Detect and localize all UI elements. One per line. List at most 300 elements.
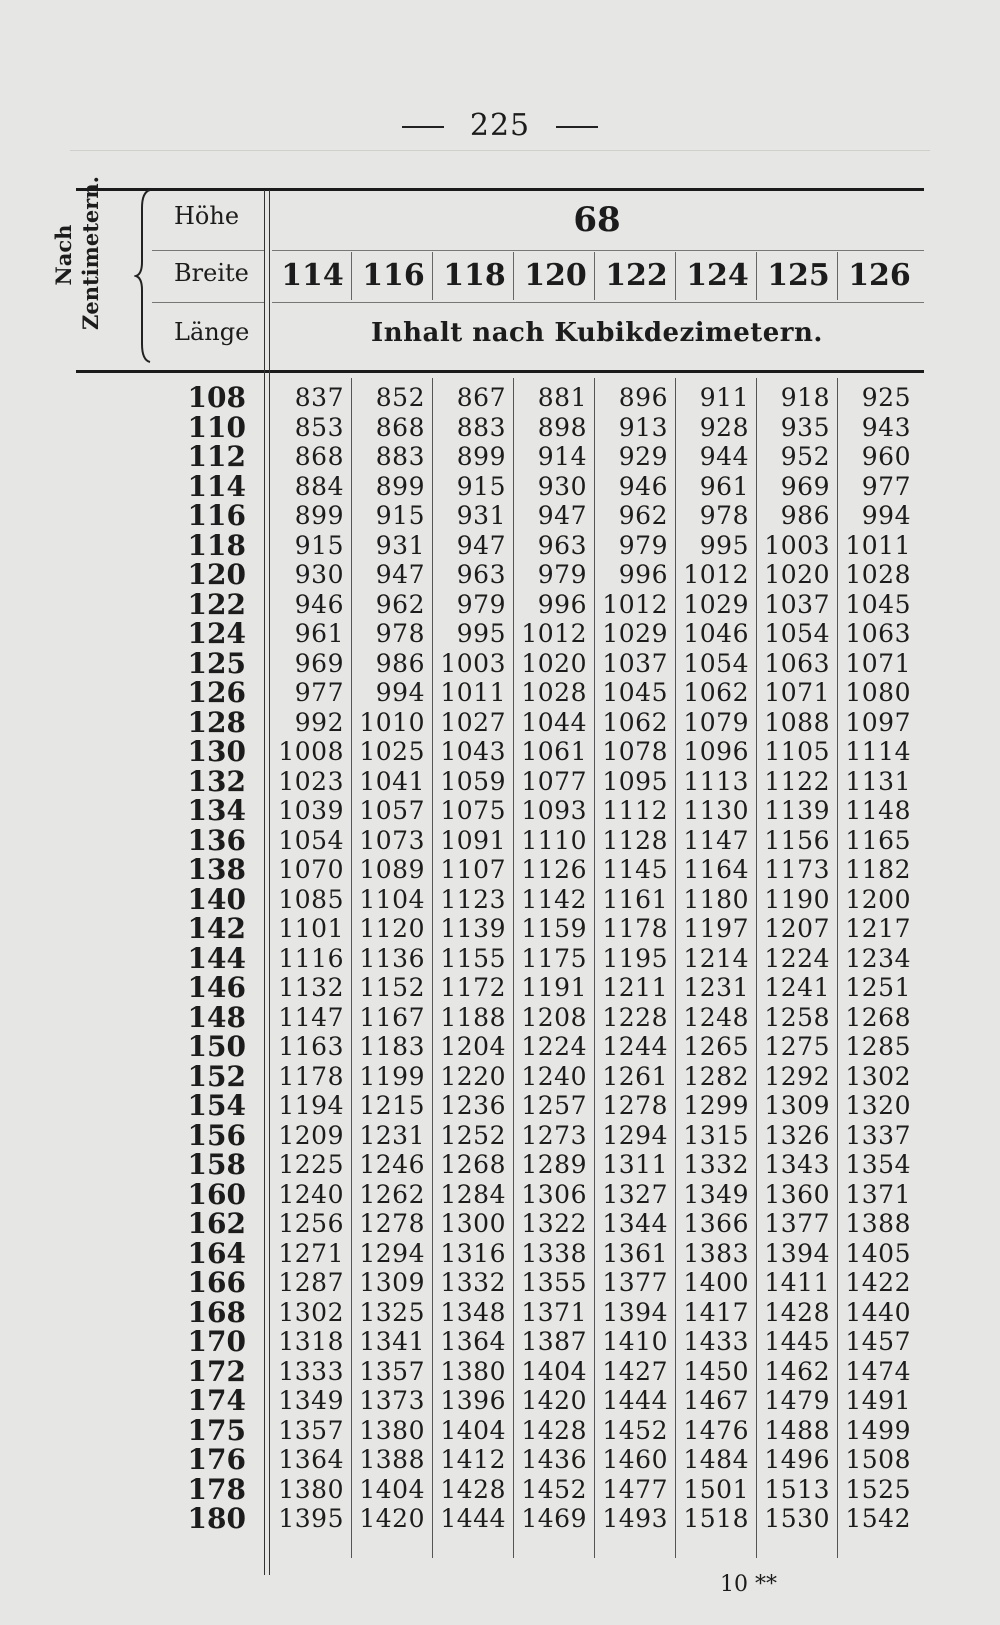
label-divider-2 bbox=[152, 302, 264, 303]
laenge-142: 142 bbox=[187, 912, 246, 945]
table-cell: 1208 bbox=[521, 1002, 587, 1032]
table-cell: 1131 bbox=[845, 766, 911, 796]
table-cell: 1142 bbox=[521, 884, 587, 914]
table-cell: 1080 bbox=[845, 678, 911, 707]
table-cell: 1164 bbox=[683, 855, 749, 884]
table-cell: 1394 bbox=[602, 1297, 668, 1327]
table-cell: 1457 bbox=[845, 1327, 911, 1356]
table-cell: 1400 bbox=[683, 1268, 749, 1297]
table-cell: 899 bbox=[375, 471, 425, 501]
table-cell: 995 bbox=[699, 530, 749, 560]
table-cell: 1525 bbox=[845, 1474, 911, 1504]
table-cell: 1012 bbox=[521, 619, 587, 648]
header-column-rule bbox=[675, 252, 676, 300]
table-cell: 1349 bbox=[683, 1179, 749, 1209]
table-cell: 947 bbox=[456, 530, 506, 560]
table-cell: 1161 bbox=[602, 884, 668, 914]
table-cell: 883 bbox=[375, 442, 425, 471]
table-cell: 1450 bbox=[683, 1356, 749, 1386]
table-cell: 1045 bbox=[845, 589, 911, 619]
table-cell: 1130 bbox=[683, 796, 749, 825]
table-cell: 1231 bbox=[359, 1120, 425, 1150]
table-cell: 960 bbox=[861, 442, 911, 471]
table-cell: 1241 bbox=[764, 973, 830, 1002]
table-cell: 1211 bbox=[602, 973, 668, 1002]
table-cell: 935 bbox=[780, 412, 830, 442]
laenge-162: 162 bbox=[187, 1207, 246, 1240]
table-cell: 1165 bbox=[845, 825, 911, 855]
laenge-108: 108 bbox=[187, 381, 246, 414]
table-cell: 1341 bbox=[359, 1327, 425, 1356]
table-cell: 1294 bbox=[602, 1120, 668, 1150]
table-cell: 1122 bbox=[764, 766, 830, 796]
table-cell: 979 bbox=[537, 560, 587, 589]
table-cell: 1380 bbox=[278, 1474, 344, 1504]
table-cell: 1268 bbox=[440, 1150, 506, 1179]
table-cell: 1248 bbox=[683, 1002, 749, 1032]
table-cell: 1200 bbox=[845, 884, 911, 914]
table-cell: 1089 bbox=[359, 855, 425, 884]
table-cell: 837 bbox=[294, 383, 344, 412]
laenge-126: 126 bbox=[187, 676, 246, 709]
table-cell: 1477 bbox=[602, 1474, 668, 1504]
laenge-156: 156 bbox=[187, 1118, 246, 1152]
table-cell: 914 bbox=[537, 442, 587, 471]
table-cell: 1337 bbox=[845, 1120, 911, 1150]
table-cell: 943 bbox=[861, 412, 911, 442]
table-cell: 1139 bbox=[440, 914, 506, 943]
table-cell: 1225 bbox=[278, 1150, 344, 1179]
table-cell: 1388 bbox=[359, 1445, 425, 1474]
table-top-rule bbox=[76, 188, 924, 191]
table-cell: 986 bbox=[780, 501, 830, 530]
table-cell: 1028 bbox=[845, 560, 911, 589]
table-cell: 1445 bbox=[764, 1327, 830, 1356]
value-divider-2 bbox=[272, 302, 924, 303]
header-column-rule bbox=[351, 252, 352, 300]
table-cell: 1444 bbox=[602, 1386, 668, 1415]
laenge-120: 120 bbox=[187, 558, 246, 591]
table-cell: 899 bbox=[294, 501, 344, 530]
table-cell: 978 bbox=[375, 619, 425, 648]
table-cell: 1428 bbox=[521, 1415, 587, 1445]
table-cell: 1217 bbox=[845, 914, 911, 943]
table-cell: 1467 bbox=[683, 1386, 749, 1415]
header-column-rule bbox=[513, 252, 514, 300]
table-cell: 1383 bbox=[683, 1238, 749, 1268]
header-column-rule bbox=[837, 252, 838, 300]
table-cell: 1011 bbox=[440, 678, 506, 707]
table-cell: 915 bbox=[375, 501, 425, 530]
table-cell: 1405 bbox=[845, 1238, 911, 1268]
table-cell: 1309 bbox=[764, 1091, 830, 1120]
table-cell: 1163 bbox=[278, 1032, 344, 1061]
laenge-118: 118 bbox=[187, 528, 246, 562]
laenge-176: 176 bbox=[187, 1443, 246, 1476]
table-cell: 1325 bbox=[359, 1297, 425, 1327]
table-cell: 1183 bbox=[359, 1032, 425, 1061]
table-cell: 1420 bbox=[359, 1504, 425, 1533]
laenge-144: 144 bbox=[187, 941, 246, 975]
table-cell: 1147 bbox=[683, 825, 749, 855]
table-cell: 852 bbox=[375, 383, 425, 412]
table-cell: 1214 bbox=[683, 943, 749, 973]
table-cell: 1285 bbox=[845, 1032, 911, 1061]
table-cell: 1282 bbox=[683, 1061, 749, 1091]
laenge-164: 164 bbox=[187, 1236, 246, 1270]
table-cell: 1224 bbox=[521, 1032, 587, 1061]
breite-120: 120 bbox=[524, 258, 587, 293]
laenge-130: 130 bbox=[187, 735, 246, 768]
breite-114: 114 bbox=[281, 258, 344, 293]
table-cell: 1428 bbox=[764, 1297, 830, 1327]
breite-125: 125 bbox=[767, 258, 830, 293]
header-dash-left bbox=[402, 126, 444, 128]
table-cell: 1095 bbox=[602, 766, 668, 796]
table-cell: 1207 bbox=[764, 914, 830, 943]
table-cell: 1204 bbox=[440, 1032, 506, 1061]
table-cell: 1452 bbox=[521, 1474, 587, 1504]
table-cell: 996 bbox=[618, 560, 668, 589]
table-cell: 1422 bbox=[845, 1268, 911, 1297]
table-cell: 946 bbox=[294, 589, 344, 619]
table-cell: 884 bbox=[294, 471, 344, 501]
laenge-122: 122 bbox=[187, 587, 246, 621]
table-cell: 1075 bbox=[440, 796, 506, 825]
table-cell: 1028 bbox=[521, 678, 587, 707]
table-cell: 1195 bbox=[602, 943, 668, 973]
table-cell: 1332 bbox=[683, 1150, 749, 1179]
table-cell: 1091 bbox=[440, 825, 506, 855]
table-cell: 1148 bbox=[845, 796, 911, 825]
laenge-178: 178 bbox=[187, 1472, 246, 1506]
table-cell: 1411 bbox=[764, 1268, 830, 1297]
table-cell: 1240 bbox=[278, 1179, 344, 1209]
laenge-136: 136 bbox=[187, 823, 246, 857]
laenge-158: 158 bbox=[187, 1148, 246, 1181]
table-cell: 1404 bbox=[440, 1415, 506, 1445]
table-cell: 1302 bbox=[845, 1061, 911, 1091]
table-cell: 1300 bbox=[440, 1209, 506, 1238]
table-cell: 1107 bbox=[440, 855, 506, 884]
table-cell: 1316 bbox=[440, 1238, 506, 1268]
table-cell: 1484 bbox=[683, 1445, 749, 1474]
table-cell: 1003 bbox=[764, 530, 830, 560]
table-cell: 1344 bbox=[602, 1209, 668, 1238]
table-cell: 1320 bbox=[845, 1091, 911, 1120]
table-cell: 1428 bbox=[440, 1474, 506, 1504]
table-cell: 1113 bbox=[683, 766, 749, 796]
table-cell: 1112 bbox=[602, 796, 668, 825]
table-cell: 928 bbox=[699, 412, 749, 442]
table-cell: 986 bbox=[375, 648, 425, 678]
table-cell: 1231 bbox=[683, 973, 749, 1002]
table-cell: 1046 bbox=[683, 619, 749, 648]
table-cell: 1178 bbox=[602, 914, 668, 943]
table-cell: 1044 bbox=[521, 707, 587, 737]
table-cell: 1357 bbox=[359, 1356, 425, 1386]
laenge-146: 146 bbox=[187, 971, 246, 1004]
table-cell: 962 bbox=[375, 589, 425, 619]
laenge-140: 140 bbox=[187, 882, 246, 916]
table-cell: 929 bbox=[618, 442, 668, 471]
table-cell: 1071 bbox=[845, 648, 911, 678]
header-column-rule bbox=[594, 252, 595, 300]
table-cell: 969 bbox=[780, 471, 830, 501]
table-cell: 1387 bbox=[521, 1327, 587, 1356]
table-cell: 881 bbox=[537, 383, 587, 412]
breite-122: 122 bbox=[605, 258, 668, 293]
table-cell: 947 bbox=[375, 560, 425, 589]
table-cell: 1452 bbox=[602, 1415, 668, 1445]
table-cell: 1268 bbox=[845, 1002, 911, 1032]
table-cell: 1501 bbox=[683, 1474, 749, 1504]
table-cell: 1354 bbox=[845, 1150, 911, 1179]
table-cell: 1302 bbox=[278, 1297, 344, 1327]
table-cell: 1096 bbox=[683, 737, 749, 766]
table-cell: 946 bbox=[618, 471, 668, 501]
table-cell: 995 bbox=[456, 619, 506, 648]
table-cell: 1462 bbox=[764, 1356, 830, 1386]
table-cell: 853 bbox=[294, 412, 344, 442]
header-dash-right bbox=[556, 126, 598, 128]
table-cell: 963 bbox=[456, 560, 506, 589]
table-cell: 1104 bbox=[359, 884, 425, 914]
table-cell: 1262 bbox=[359, 1179, 425, 1209]
table-cell: 1444 bbox=[440, 1504, 506, 1533]
table-cell: 1499 bbox=[845, 1415, 911, 1445]
table-cell: 1436 bbox=[521, 1445, 587, 1474]
table-cell: 1518 bbox=[683, 1504, 749, 1533]
table-cell: 913 bbox=[618, 412, 668, 442]
label-breite: Breite bbox=[174, 259, 249, 287]
page-number: 225 bbox=[469, 108, 531, 143]
table-cell: 1333 bbox=[278, 1356, 344, 1386]
table-cell: 1420 bbox=[521, 1386, 587, 1415]
table-cell: 1326 bbox=[764, 1120, 830, 1150]
table-cell: 1159 bbox=[521, 914, 587, 943]
table-cell: 963 bbox=[537, 530, 587, 560]
table-cell: 868 bbox=[294, 442, 344, 471]
table-cell: 1061 bbox=[521, 737, 587, 766]
table-cell: 1079 bbox=[683, 707, 749, 737]
table-cell: 1364 bbox=[440, 1327, 506, 1356]
table-cell: 1412 bbox=[440, 1445, 506, 1474]
table-cell: 1299 bbox=[683, 1091, 749, 1120]
table-cell: 1256 bbox=[278, 1209, 344, 1238]
table-cell: 1318 bbox=[278, 1327, 344, 1356]
table-cell: 944 bbox=[699, 442, 749, 471]
table-cell: 1361 bbox=[602, 1238, 668, 1268]
breite-116: 116 bbox=[362, 258, 425, 293]
table-cell: 1388 bbox=[845, 1209, 911, 1238]
table-cell: 1039 bbox=[278, 796, 344, 825]
table-cell: 1063 bbox=[764, 648, 830, 678]
laenge-125: 125 bbox=[187, 646, 246, 680]
table-cell: 1188 bbox=[440, 1002, 506, 1032]
table-cell: 1306 bbox=[521, 1179, 587, 1209]
table-cell: 1246 bbox=[359, 1150, 425, 1179]
table-cell: 1294 bbox=[359, 1238, 425, 1268]
table-cell: 1057 bbox=[359, 796, 425, 825]
table-cell: 1045 bbox=[602, 678, 668, 707]
table-cell: 883 bbox=[456, 412, 506, 442]
table-cell: 961 bbox=[699, 471, 749, 501]
bleed-through-rule bbox=[70, 150, 930, 151]
breite-124: 124 bbox=[686, 258, 749, 293]
table-cell: 1077 bbox=[521, 766, 587, 796]
table-cell: 992 bbox=[294, 707, 344, 737]
table-cell: 1278 bbox=[359, 1209, 425, 1238]
table-cell: 931 bbox=[456, 501, 506, 530]
table-cell: 1380 bbox=[359, 1415, 425, 1445]
table-cell: 1010 bbox=[359, 707, 425, 737]
table-cell: 1493 bbox=[602, 1504, 668, 1533]
laenge-150: 150 bbox=[187, 1030, 246, 1063]
table-cell: 1240 bbox=[521, 1061, 587, 1091]
unit-label: Nach Zentimetern. bbox=[51, 176, 103, 330]
table-cell: 1145 bbox=[602, 855, 668, 884]
table-cell: 1265 bbox=[683, 1032, 749, 1061]
table-cell: 1085 bbox=[278, 884, 344, 914]
table-cell: 1197 bbox=[683, 914, 749, 943]
laenge-134: 134 bbox=[187, 794, 246, 827]
table-cell: 1228 bbox=[602, 1002, 668, 1032]
table-cell: 947 bbox=[537, 501, 587, 530]
table-cell: 1355 bbox=[521, 1268, 587, 1297]
table-cell: 1011 bbox=[845, 530, 911, 560]
laenge-166: 166 bbox=[187, 1266, 246, 1299]
table-cell: 1371 bbox=[521, 1297, 587, 1327]
table-cell: 1476 bbox=[683, 1415, 749, 1445]
table-cell: 994 bbox=[861, 501, 911, 530]
table-cell: 1479 bbox=[764, 1386, 830, 1415]
table-cell: 1417 bbox=[683, 1297, 749, 1327]
laenge-124: 124 bbox=[187, 617, 246, 650]
table-cell: 1244 bbox=[602, 1032, 668, 1061]
table-cell: 1488 bbox=[764, 1415, 830, 1445]
table-cell: 962 bbox=[618, 501, 668, 530]
table-cell: 1343 bbox=[764, 1150, 830, 1179]
table-cell: 979 bbox=[618, 530, 668, 560]
table-cell: 1105 bbox=[764, 737, 830, 766]
table-cell: 1054 bbox=[278, 825, 344, 855]
table-cell: 1404 bbox=[359, 1474, 425, 1504]
brace-icon bbox=[134, 188, 152, 364]
table-cell: 1128 bbox=[602, 825, 668, 855]
table-cell: 1508 bbox=[845, 1445, 911, 1474]
table-cell: 1380 bbox=[440, 1356, 506, 1386]
table-cell: 1152 bbox=[359, 973, 425, 1002]
table-cell: 1236 bbox=[440, 1091, 506, 1120]
table-cell: 1173 bbox=[764, 855, 830, 884]
laenge-148: 148 bbox=[187, 1000, 246, 1034]
table-cell: 1271 bbox=[278, 1238, 344, 1268]
table-cell: 1366 bbox=[683, 1209, 749, 1238]
table-cell: 1338 bbox=[521, 1238, 587, 1268]
table-cell: 1155 bbox=[440, 943, 506, 973]
table-cell: 1322 bbox=[521, 1209, 587, 1238]
table-cell: 977 bbox=[294, 678, 344, 707]
table-cell: 1284 bbox=[440, 1179, 506, 1209]
table-cell: 1278 bbox=[602, 1091, 668, 1120]
laenge-172: 172 bbox=[187, 1354, 246, 1388]
table-cell: 979 bbox=[456, 589, 506, 619]
table-cell: 1003 bbox=[440, 648, 506, 678]
table-cell: 1070 bbox=[278, 855, 344, 884]
table-cell: 952 bbox=[780, 442, 830, 471]
table-cell: 899 bbox=[456, 442, 506, 471]
table-cell: 994 bbox=[375, 678, 425, 707]
table-cell: 1175 bbox=[521, 943, 587, 973]
table-cell: 1147 bbox=[278, 1002, 344, 1032]
table-cell: 1037 bbox=[602, 648, 668, 678]
table-cell: 1440 bbox=[845, 1297, 911, 1327]
table-cell: 969 bbox=[294, 648, 344, 678]
table-cell: 1097 bbox=[845, 707, 911, 737]
laenge-174: 174 bbox=[187, 1384, 246, 1417]
table-cell: 1404 bbox=[521, 1356, 587, 1386]
table-cell: 1167 bbox=[359, 1002, 425, 1032]
value-divider-1 bbox=[272, 250, 924, 251]
table-cell: 1020 bbox=[764, 560, 830, 589]
table-cell: 1371 bbox=[845, 1179, 911, 1209]
laenge-175: 175 bbox=[187, 1413, 246, 1447]
table-cell: 1315 bbox=[683, 1120, 749, 1150]
table-cell: 925 bbox=[861, 383, 911, 412]
table-cell: 978 bbox=[699, 501, 749, 530]
table-cell: 1513 bbox=[764, 1474, 830, 1504]
table-cell: 868 bbox=[375, 412, 425, 442]
header-column-rule bbox=[432, 252, 433, 300]
table-cell: 1078 bbox=[602, 737, 668, 766]
table-cell: 977 bbox=[861, 471, 911, 501]
hoehe-value: 68 bbox=[573, 200, 621, 240]
table-cell: 1012 bbox=[683, 560, 749, 589]
laenge-138: 138 bbox=[187, 853, 246, 886]
table-cell: 1332 bbox=[440, 1268, 506, 1297]
table-cell: 1182 bbox=[845, 855, 911, 884]
table-cell: 1114 bbox=[845, 737, 911, 766]
table-cell: 1311 bbox=[602, 1150, 668, 1179]
label-laenge: Länge bbox=[174, 318, 250, 346]
table-cell: 1377 bbox=[602, 1268, 668, 1297]
table-cell: 1220 bbox=[440, 1061, 506, 1091]
table-cell: 1469 bbox=[521, 1504, 587, 1533]
table-cell: 1258 bbox=[764, 1002, 830, 1032]
table-cell: 1025 bbox=[359, 737, 425, 766]
table-cell: 1062 bbox=[602, 707, 668, 737]
table-cell: 1234 bbox=[845, 943, 911, 973]
label-hoehe: Höhe bbox=[174, 202, 240, 230]
table-cell: 1395 bbox=[278, 1504, 344, 1533]
table-cell: 1396 bbox=[440, 1386, 506, 1415]
table-cell: 1180 bbox=[683, 884, 749, 914]
table-cell: 911 bbox=[699, 383, 749, 412]
laenge-170: 170 bbox=[187, 1325, 246, 1358]
footer-signature: 10 ** bbox=[720, 1572, 777, 1597]
table-cell: 1530 bbox=[764, 1504, 830, 1533]
table-cell: 1309 bbox=[359, 1268, 425, 1297]
table-cell: 1194 bbox=[278, 1091, 344, 1120]
table-cell: 1088 bbox=[764, 707, 830, 737]
table-cell: 1178 bbox=[278, 1061, 344, 1091]
table-cell: 1427 bbox=[602, 1356, 668, 1386]
table-cell: 1027 bbox=[440, 707, 506, 737]
laenge-114: 114 bbox=[187, 469, 246, 503]
table-cell: 930 bbox=[294, 560, 344, 589]
table-cell: 1252 bbox=[440, 1120, 506, 1150]
